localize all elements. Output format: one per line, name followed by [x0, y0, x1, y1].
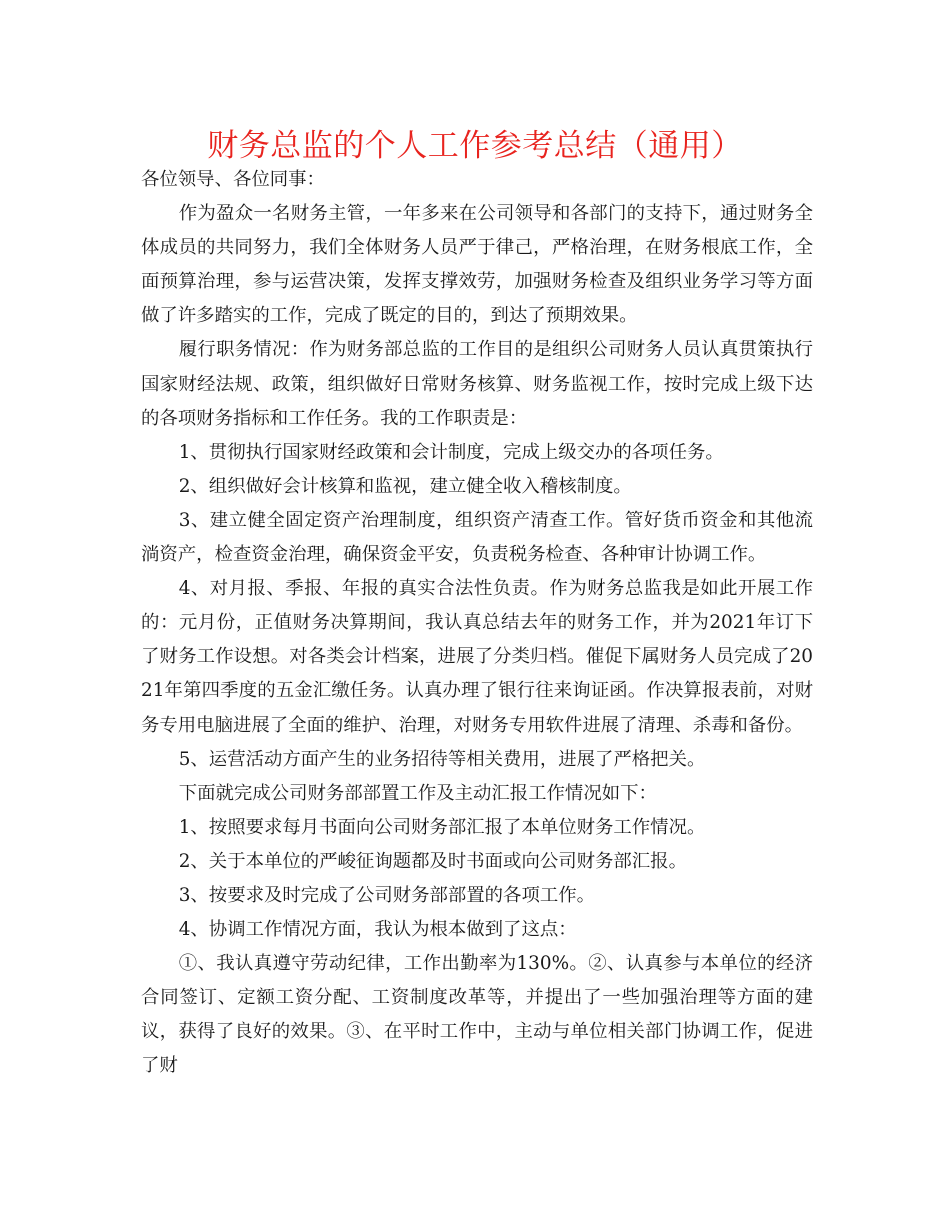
paragraph: 2、关于本单位的严峻征询题都及时书面或向公司财务部汇报。 — [178, 850, 687, 872]
document-body — [141, 163, 813, 1084]
paragraph: 4、对月报、季报、年报的真实合法性负责。作为财务总监我是如此开展工作的：元月份，正值财务决算期间，我认真总结去年的财务工作，并为2021年订下了财务工作设想。对各类会计档案，进展了分类归档。催促下属财务人员完成了2021年第四季度的五金汇缴任务。认真办理了银行往来询证函。作决算报表前，对财务专用电脑进展了全面的维护、治理，对财务专用软件进展了清理、杀毒和备份。 — [141, 578, 813, 736]
document-title: 财务总监的个人工作参考总结（通用） — [207, 128, 743, 164]
paragraph: 4、协调工作情况方面，我认为根本做到了这点： — [178, 919, 577, 941]
paragraph: 3、按要求及时完成了公司财务部部置的各项工作。 — [178, 884, 596, 906]
paragraph: 履行职务情况：作为财务部总监的工作目的是组织公司财务人员认真贯策执行国家财经法规、政策，组织做好日常财务核算、财务监视工作，按时完成上级下达的各项财务指标和工作任务。我的工作职责是： — [141, 339, 813, 429]
paragraph: ①、我认真遵守劳动纪律，工作出勤率为130%。②、认真参与本单位的经济合同签订、定额工资分配、工资制度改革等，并提出了一些加强治理等方面的建议，获得了良好的效果。③、在平时工作中，主动与单位相关部门协调工作，促进了财 — [141, 953, 813, 1077]
paragraph: 下面就完成公司财务部部置工作及主动汇报工作情况如下： — [178, 782, 657, 804]
paragraph: 2、组织做好会计核算和监视，建立健全收入稽核制度。 — [178, 475, 632, 497]
paragraph: 5、运营活动方面产生的业务招待等相关费用，进展了严格把关。 — [178, 748, 706, 770]
paragraph: 1、按照要求每月书面向公司财务部汇报了本单位财务工作情况。 — [178, 816, 706, 838]
salutation: 各位领导、各位同事： — [141, 169, 325, 190]
paragraph: 作为盈众一名财务主管，一年多来在公司领导和各部门的支持下，通过财务全体成员的共同努力，我们全体财务人员严于律己，严格治理，在财务根底工作，全面预算治理，参与运营决策，发挥支撑效劳，加强财务检查及组织业务学习等方面做了许多踏实的工作，完成了既定的目的，到达了预期效果。 — [141, 203, 813, 327]
paragraph: 1、贯彻执行国家财经政策和会计制度，完成上级交办的各项任务。 — [178, 441, 724, 463]
paragraph: 3、建立健全固定资产治理制度，组织资产清查工作。管好货币资金和其他流淌资产，检查资金治理，确保资金平安，负责税务检查、各种审计协调工作。 — [141, 509, 813, 566]
